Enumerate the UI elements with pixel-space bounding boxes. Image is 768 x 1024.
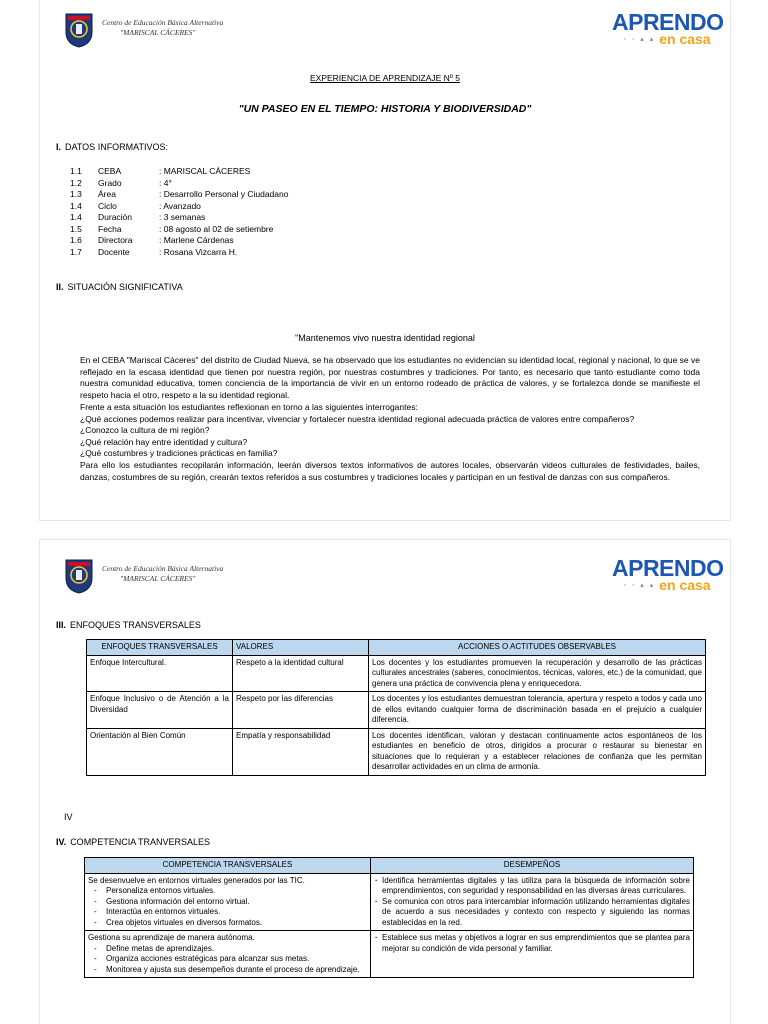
info-number: 1.4 xyxy=(70,212,82,222)
competencia-cell xyxy=(85,931,371,978)
situation-subtitle: "Mantenemos vivo nuestra identidad regional xyxy=(295,333,475,343)
aprendo-en-casa-logo xyxy=(612,556,722,596)
brand-word-1: APRENDO xyxy=(612,555,724,581)
section-1-title: DATOS INFORMATIVOS: xyxy=(65,142,169,152)
info-row xyxy=(40,247,730,258)
list-item: - Define metas de aprendizajes. xyxy=(88,944,367,955)
enfoque-cell: Enfoque Intercultural. xyxy=(87,655,233,692)
section-1-number: I. xyxy=(56,142,62,152)
section-2-heading xyxy=(56,282,183,292)
competencias-table xyxy=(84,857,694,978)
table-header-row xyxy=(85,858,694,874)
brand-word-2: en casa xyxy=(659,31,711,47)
info-row xyxy=(40,212,730,223)
list-item: - Organiza acciones estratégicas para alcanzar sus metas. xyxy=(88,954,367,965)
enfoque-cell: Orientación al Bien Común xyxy=(87,728,233,775)
info-row xyxy=(40,166,730,177)
info-value: : Marlene Cárdenas xyxy=(159,235,234,245)
table-row xyxy=(87,728,706,775)
info-number: 1.2 xyxy=(70,177,82,188)
section-3-title: ENFOQUES TRANSVERSALES xyxy=(70,620,201,630)
document-title: "UN PASEO EN EL TIEMPO: HISTORIA Y BIODIVERSIDAD" xyxy=(238,103,532,115)
school-line-1: Centro de Educación Básica Alternativa xyxy=(102,18,224,27)
info-label: Grado xyxy=(98,177,122,188)
info-label: Fecha xyxy=(98,223,122,234)
page-1 xyxy=(40,0,730,520)
stray-section-label: IV xyxy=(64,812,73,822)
table-row xyxy=(87,655,706,692)
page-2 xyxy=(40,540,730,1024)
accion-cell: Los docentes identifican, valoran y destacan continuamente actos espontáneos de los estudiantes en beneficio de otros, dirigidos a procurar o restaurar su bienestar en situaciones que lo requieran y a establecer relaciones de confianza que les permitan desarrollar actividades en un clima de armonía. xyxy=(369,728,706,775)
enfoques-table xyxy=(86,639,706,776)
valor-cell: Respeto a la identidad cultural xyxy=(233,655,369,692)
desempeno-item: · Establece sus metas y objetivos a lograr en sus emprendimientos que se plantea para mejorar su condición de vida personal y familiar. xyxy=(374,933,690,954)
section-1-heading xyxy=(56,142,168,152)
desempenos-cell xyxy=(371,873,694,931)
info-label: Duración xyxy=(98,212,133,222)
school-crest-icon xyxy=(64,558,94,594)
info-value: : 4° xyxy=(159,177,172,188)
info-label: Directora xyxy=(98,235,133,245)
list-item: - Crea objetos virtuales en diversos formatos. xyxy=(88,918,367,929)
accion-cell: Los docentes y los estudiantes promueven la recuperación y desarrollo de las prácticas culturales ancestrales (saberes, conocimientos, técnicas, valores, etc.) de la comunidad, que genera una práctica de convivencia plena y enriquecedora. xyxy=(369,655,706,692)
desempeno-item: · Se comunica con otros para intercambiar información utilizando herramientas digitales de acuerdo a sus necesidades y contexto con respecto y siguiendo las normas establecidas en la red. xyxy=(374,897,690,929)
section-4-heading xyxy=(56,837,210,847)
table-row xyxy=(85,931,694,978)
page-header-2 xyxy=(40,550,730,600)
info-row xyxy=(40,178,730,189)
col-header-acciones: ACCIONES O ACTITUDES OBSERVABLES xyxy=(369,640,706,656)
table-row xyxy=(85,873,694,931)
info-label: CEBA xyxy=(98,166,122,176)
list-item: - Monitorea y ajusta sus desempeños durante el proceso de aprendizaje. xyxy=(88,965,367,976)
list-item: - Interactúa en entornos virtuales. xyxy=(88,907,367,918)
col-header-desempenos: DESEMPEÑOS xyxy=(371,858,694,874)
situation-questions xyxy=(80,402,700,460)
list-item: - Gestiona información del entorno virtual. xyxy=(88,897,367,908)
section-3-number: III. xyxy=(56,620,67,630)
info-row xyxy=(40,201,730,212)
valor-cell: Empatía y responsabilidad xyxy=(233,728,369,775)
school-line-2: "MARISCAL CÁCERES" xyxy=(120,574,196,583)
school-name xyxy=(102,564,223,584)
situation-line-3: ¿Conozco la cultura de mi región? xyxy=(80,425,210,435)
col-header-enfoques: ENFOQUES TRANSVERSALES xyxy=(87,640,233,656)
info-number: 1.7 xyxy=(70,246,82,257)
brand-word-2: en casa xyxy=(659,577,711,593)
situation-line-1: Frente a esta situación los estudiantes reflexionan en torno a las siguientes interrogantes: xyxy=(80,402,418,412)
brand-dots-icon: ◦ ◦ ▴ ▴ xyxy=(623,582,656,589)
info-value: : 3 semanas xyxy=(159,212,206,222)
table-row xyxy=(87,692,706,729)
info-value: : Rosana Vizcarra H. xyxy=(159,246,238,257)
competencia-cell xyxy=(85,873,371,931)
info-label: Área xyxy=(98,189,116,199)
info-label: Docente xyxy=(98,246,130,257)
desempenos-cell xyxy=(371,931,694,978)
experience-number: EXPERIENCIA DE APRENDIZAJE Nº 5 xyxy=(309,73,460,83)
situation-line-2: ¿Qué acciones podemos realizar para incentivar, vivenciar y fortalecer nuestra identidad regional adecuada práctica de valores entre compañeros? xyxy=(80,413,635,424)
competencia-title: Gestiona su aprendizaje de manera autónoma. xyxy=(88,933,255,942)
info-number: 1.6 xyxy=(70,235,82,245)
info-number: 1.3 xyxy=(70,189,82,199)
section-3-heading xyxy=(56,620,201,630)
school-name xyxy=(102,18,223,38)
section-4-title: COMPETENCIA TRANVERSALES xyxy=(70,837,211,847)
section-4-number: IV. xyxy=(56,837,67,847)
accion-cell: Los docentes y los estudiantes demuestran tolerancia, apertura y respeto a todos y cada uno de ellos evitando cualquier forma de discriminación basada en el prejuicio a cualquier diferencia. xyxy=(369,692,706,729)
info-value: : Avanzado xyxy=(159,200,201,211)
situation-paragraph-1: En el CEBA "Mariscal Cáceres" del distrito de Ciudad Nueva, se ha observado que los estudiantes no evidencian su identidad local, regional y nacional, lo que se ve reflejado en la escasa identidad que tienen por nuestra región, por nuestras costumbres y tradiciones. Por tanto, es necesario que tanto estudiante como toda nuestra comunidad educativa, tomen conciencia de la importancia de vivir en un entorno rodeado de práctica de valores, y se fortalezca donde se manifieste el respeto hacia el otro, respeto a la su identidad regional. xyxy=(80,355,700,400)
info-value: : MARISCAL CÁCERES xyxy=(159,166,251,176)
info-value: : 08 agosto al 02 de setiembre xyxy=(159,223,274,234)
section-2-title: SITUACIÓN SIGNIFICATIVA xyxy=(67,282,183,292)
desempeno-item: · Identifica herramientas digitales y las utiliza para la búsqueda de información sobre emprendimientos, con seguridad y responsabilidad en las diversas áreas curriculares. xyxy=(374,876,690,897)
school-line-1: Centro de Educación Básica Alternativa xyxy=(102,564,224,573)
section-2-number: II. xyxy=(56,282,64,292)
enfoque-cell: Enfoque Inclusivo o de Atención a la Diversidad xyxy=(87,692,233,729)
situation-paragraph-2: Para ello los estudiantes recopilarán información, leerán diversos textos informativos de autores locales, observarán videos culturales de festividades, bailes, danzas, costumbres de su región, crearán textos referidos a sus costumbres y tradiciones locales y participan en un festival de danzas con sus compañeros. xyxy=(80,460,700,482)
valor-cell: Respeto por las diferencias xyxy=(233,692,369,729)
info-row xyxy=(40,235,730,246)
list-item: - Personaliza entornos virtuales. xyxy=(88,886,367,897)
school-line-2: "MARISCAL CÁCERES" xyxy=(120,28,196,37)
info-row xyxy=(40,224,730,235)
info-value: : Desarrollo Personal y Ciudadano xyxy=(159,189,289,199)
school-crest-icon xyxy=(64,12,94,48)
col-header-valores: VALORES xyxy=(233,640,369,656)
situation-line-5: ¿Qué costumbres y tradiciones prácticas en familia? xyxy=(80,448,278,458)
brand-dots-icon: ◦ ◦ ▴ ▴ xyxy=(623,36,656,43)
col-header-competencia: COMPETENCIA TRANSVERSALES xyxy=(85,858,371,874)
brand-word-1: APRENDO xyxy=(612,9,724,35)
page-header xyxy=(40,4,730,54)
table-header-row xyxy=(87,640,706,656)
info-number: 1.4 xyxy=(70,200,82,211)
info-row xyxy=(40,189,730,200)
info-number: 1.5 xyxy=(70,223,82,234)
competencia-title: Se desenvuelve en entornos virtuales generados por las TIC. xyxy=(88,875,305,885)
aprendo-en-casa-logo xyxy=(612,10,722,50)
info-label: Ciclo xyxy=(98,200,117,211)
situation-line-4: ¿Qué relación hay entre identidad y cultura? xyxy=(80,436,248,447)
info-number: 1.1 xyxy=(70,166,82,176)
